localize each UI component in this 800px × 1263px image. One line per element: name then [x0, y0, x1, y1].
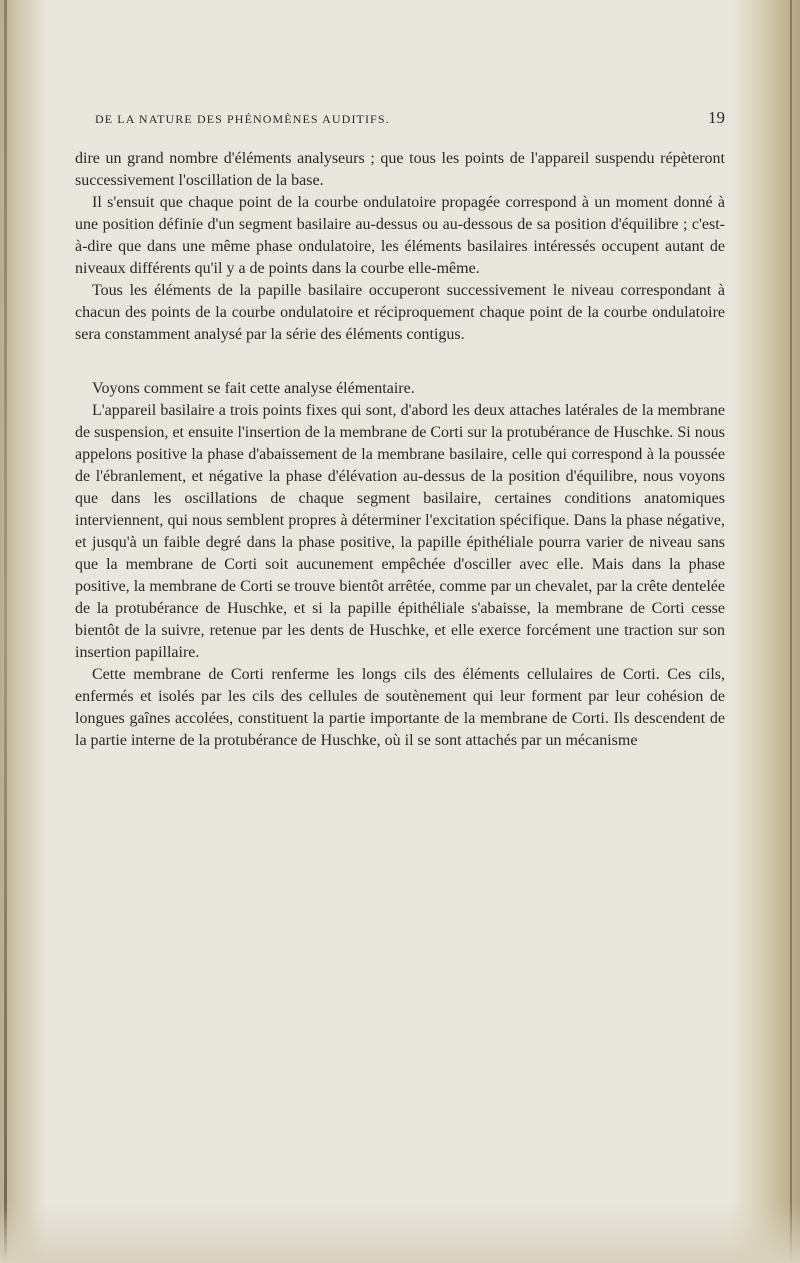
running-title: DE LA NATURE DES PHÉNOMÈNES AUDITIFS.: [95, 112, 390, 126]
page-bottom-shade: [0, 1203, 800, 1263]
running-head: [75, 108, 725, 134]
paragraph-3: Tous les éléments de la papille basilaire occuperont successivement le niveau correspondant à chacun des points de la courbe ondulatoire et réciproquement chaque point de la courbe ondulatoire sera constamment analysé par la série des éléments contigus.: [75, 282, 725, 343]
paragraph-5: L'appareil basilaire a trois points fixes qui sont, d'abord les deux attaches latérales de la membrane de suspension, et ensuite l'insertion de la membrane de Corti sur la protubérance de Huschke. Si nous appelons positive la phase d'abaissement de la membrane basilaire, celle qui correspond à la poussée de l'ébranlement, et négative la phase d'élévation au-dessus de la position d'équilibre, nous voyons que dans les oscillations de chaque segment basilaire, certaines conditions anatomiques interviennent, qui nous semblent propres à déterminer l'excitation spécifique. Dans la phase négative, et jusqu'à un faible degré dans la phase positive, la papille épithéliale pourra varier de niveau sans que la membrane de Corti soit aucunement empêchée d'osciller avec elle. Mais dans la phase positive, la membrane de Corti se trouve bientôt arrêtée, comme par un chevalet, par la crête dentelée de la protubérance de Huschke, et si la papille épithéliale s'abaisse, la membrane de Corti cesse bientôt de la suivre, retenue par les dents de Huschke, et elle exerce forcément une traction sur son insertion papillaire.: [75, 402, 725, 661]
paragraph-4: Voyons comment se fait cette analyse élémentaire.: [92, 380, 415, 397]
paragraph-2: Il s'ensuit que chaque point de la courbe ondulatoire propagée correspond à un moment donné à une position définie d'un segment basilaire au-dessus ou au-dessous de sa position d'équilibre ; c'est-à-dire que dans une même phase ondulatoire, les éléments basilaires intéressés occupent autant de niveaux différents qu'il y a de points dans la courbe elle-même.: [75, 194, 725, 277]
paragraph-1: dire un grand nombre d'éléments analyseurs ; que tous les points de l'appareil suspendu répèteront successivement l'oscillation de la base.: [75, 150, 725, 189]
section-gap: [75, 346, 725, 378]
page-binding-shadow: [0, 0, 46, 1263]
book-page: [75, 108, 725, 752]
page-edge-shadow: [730, 0, 800, 1263]
page-number: 19: [708, 108, 725, 127]
paragraph-6: Cette membrane de Corti renferme les longs cils des éléments cellulaires de Corti. Ces cils, enfermés et isolés par les cils des cellules de soutènement qui leur forment par leur cohésion de longues gaînes accolées, constituent la partie importante de la membrane de Corti. Ils descendent de la partie interne de la protubérance de Huschke, où il se sont attachés par un mécanisme: [75, 666, 725, 749]
